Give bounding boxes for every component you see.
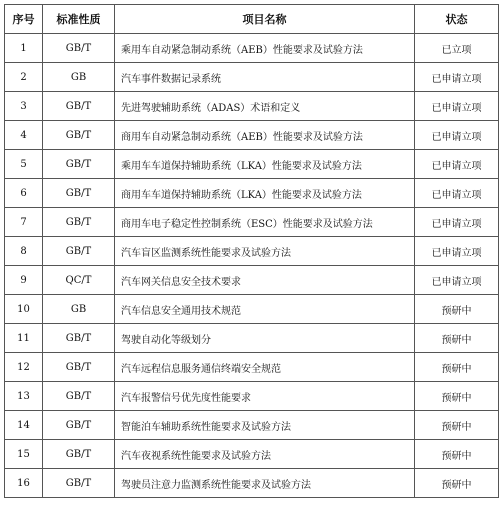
header-no: 序号 (5, 5, 43, 34)
table-row (5, 353, 499, 382)
table-row (5, 34, 499, 63)
cell-status: 预研中 (415, 382, 499, 411)
cell-status: 已申请立项 (415, 150, 499, 179)
table-row (5, 92, 499, 121)
cell-status: 已申请立项 (415, 179, 499, 208)
table-row (5, 469, 499, 498)
cell-name: 智能泊车辅助系统性能要求及试验方法 (115, 411, 415, 440)
table-header (5, 5, 499, 34)
cell-standard: GB/T (43, 324, 115, 353)
cell-status: 已申请立项 (415, 208, 499, 237)
cell-status: 已申请立项 (415, 266, 499, 295)
cell-no: 13 (5, 382, 43, 411)
header-standard: 标准性质 (43, 5, 115, 34)
cell-status: 预研中 (415, 353, 499, 382)
cell-name: 汽车信息安全通用技术规范 (115, 295, 415, 324)
cell-no: 11 (5, 324, 43, 353)
cell-no: 6 (5, 179, 43, 208)
header-name: 项目名称 (115, 5, 415, 34)
cell-standard: GB/T (43, 208, 115, 237)
table-row (5, 295, 499, 324)
cell-no: 1 (5, 34, 43, 63)
cell-name: 乘用车自动紧急制动系统（AEB）性能要求及试验方法 (115, 34, 415, 63)
table-row (5, 150, 499, 179)
table-row (5, 411, 499, 440)
cell-no: 12 (5, 353, 43, 382)
cell-no: 16 (5, 469, 43, 498)
cell-no: 15 (5, 440, 43, 469)
header-row (5, 5, 499, 34)
cell-no: 8 (5, 237, 43, 266)
cell-standard: GB/T (43, 469, 115, 498)
cell-status: 已申请立项 (415, 92, 499, 121)
standards-table (4, 4, 499, 498)
cell-status: 预研中 (415, 295, 499, 324)
cell-status: 已申请立项 (415, 237, 499, 266)
cell-name: 汽车远程信息服务通信终端安全规范 (115, 353, 415, 382)
cell-name: 汽车事件数据记录系统 (115, 63, 415, 92)
cell-no: 10 (5, 295, 43, 324)
cell-standard: GB (43, 295, 115, 324)
cell-standard: GB/T (43, 440, 115, 469)
table-row (5, 382, 499, 411)
cell-name: 商用车自动紧急制动系统（AEB）性能要求及试验方法 (115, 121, 415, 150)
cell-status: 已申请立项 (415, 121, 499, 150)
cell-no: 7 (5, 208, 43, 237)
cell-name: 汽车夜视系统性能要求及试验方法 (115, 440, 415, 469)
cell-standard: GB/T (43, 121, 115, 150)
cell-no: 9 (5, 266, 43, 295)
cell-status: 预研中 (415, 411, 499, 440)
cell-standard: GB/T (43, 150, 115, 179)
cell-standard: GB/T (43, 237, 115, 266)
cell-no: 3 (5, 92, 43, 121)
standards-table-container (4, 4, 498, 498)
cell-name: 汽车盲区监测系统性能要求及试验方法 (115, 237, 415, 266)
cell-name: 汽车网关信息安全技术要求 (115, 266, 415, 295)
cell-status: 已申请立项 (415, 63, 499, 92)
cell-standard: GB/T (43, 179, 115, 208)
header-status: 状态 (415, 5, 499, 34)
table-row (5, 237, 499, 266)
cell-name: 先进驾驶辅助系统（ADAS）术语和定义 (115, 92, 415, 121)
table-row (5, 266, 499, 295)
cell-standard: GB/T (43, 353, 115, 382)
cell-standard: GB/T (43, 92, 115, 121)
cell-status: 预研中 (415, 440, 499, 469)
cell-name: 汽车报警信号优先度性能要求 (115, 382, 415, 411)
cell-no: 4 (5, 121, 43, 150)
table-row (5, 121, 499, 150)
table-row (5, 440, 499, 469)
cell-name: 乘用车车道保持辅助系统（LKA）性能要求及试验方法 (115, 150, 415, 179)
cell-name: 驾驶员注意力监测系统性能要求及试验方法 (115, 469, 415, 498)
cell-status: 预研中 (415, 469, 499, 498)
cell-name: 商用车电子稳定性控制系统（ESC）性能要求及试验方法 (115, 208, 415, 237)
table-row (5, 208, 499, 237)
cell-status: 已立项 (415, 34, 499, 63)
table-row (5, 179, 499, 208)
table-row (5, 324, 499, 353)
cell-name: 商用车车道保持辅助系统（LKA）性能要求及试验方法 (115, 179, 415, 208)
cell-standard: GB/T (43, 382, 115, 411)
table-row (5, 63, 499, 92)
cell-no: 2 (5, 63, 43, 92)
cell-standard: GB/T (43, 34, 115, 63)
cell-no: 14 (5, 411, 43, 440)
table-body (5, 34, 499, 498)
cell-no: 5 (5, 150, 43, 179)
cell-standard: GB/T (43, 411, 115, 440)
cell-name: 驾驶自动化等级划分 (115, 324, 415, 353)
cell-status: 预研中 (415, 324, 499, 353)
cell-standard: GB (43, 63, 115, 92)
cell-standard: QC/T (43, 266, 115, 295)
